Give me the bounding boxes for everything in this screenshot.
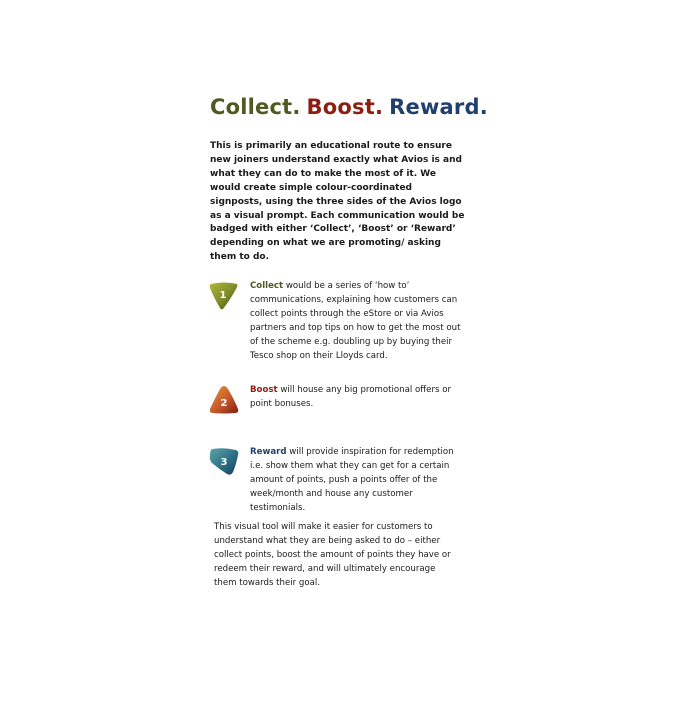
boost-text: will house any big promotional offers or point bonuses.	[250, 385, 451, 409]
title-collect: Collect.	[210, 95, 301, 119]
collect-keyword: Collect	[250, 281, 284, 291]
collect-description	[250, 280, 464, 363]
collect-text: would be a series of ‘how to’ communications, explaining how customers can collect points through the eStore or via Avios partners and top tips on how to get the most out of the scheme e.g. doubling up by buying their Tesco shop on their Lloyds card.	[250, 281, 461, 361]
page-title	[210, 93, 494, 121]
boost-keyword: Boost	[250, 385, 278, 395]
collect-badge-number: 1	[219, 290, 227, 301]
intro-paragraph: This is primarily an educational route to ensure new joiners understand exactly what Avios is and what they can do to make the most of it. We would create simple colour-coordinated signposts, using the three sides of the Avios logo as a visual prompt. Each communication would be badged with either ‘Collect’, ‘Boost’ or ‘Reward’ depending on what we are promoting/ asking them to do.	[210, 141, 465, 263]
reward-badge-icon	[208, 446, 240, 478]
reward-description	[250, 446, 464, 516]
reward-badge-number: 3	[220, 457, 228, 468]
closing-paragraph: This visual tool will make it easier for customers to understand what they are being asked to do – either collect points, boost the amount of points they have or redeem their reward, and will ultimately encourage them towards their goal.	[214, 522, 451, 588]
boost-badge-icon	[208, 384, 240, 416]
reward-keyword: Reward	[250, 447, 287, 457]
title-reward: Reward.	[389, 95, 488, 119]
reward-text: will provide inspiration for redemption i.e. show them what they can get for a certain amount of points, push a points offer of the week/month and house any customer testimonials.	[250, 447, 454, 513]
collect-badge-icon	[208, 280, 240, 312]
boost-badge-number: 2	[220, 398, 228, 409]
boost-description	[250, 384, 464, 412]
title-boost: Boost.	[306, 95, 384, 119]
